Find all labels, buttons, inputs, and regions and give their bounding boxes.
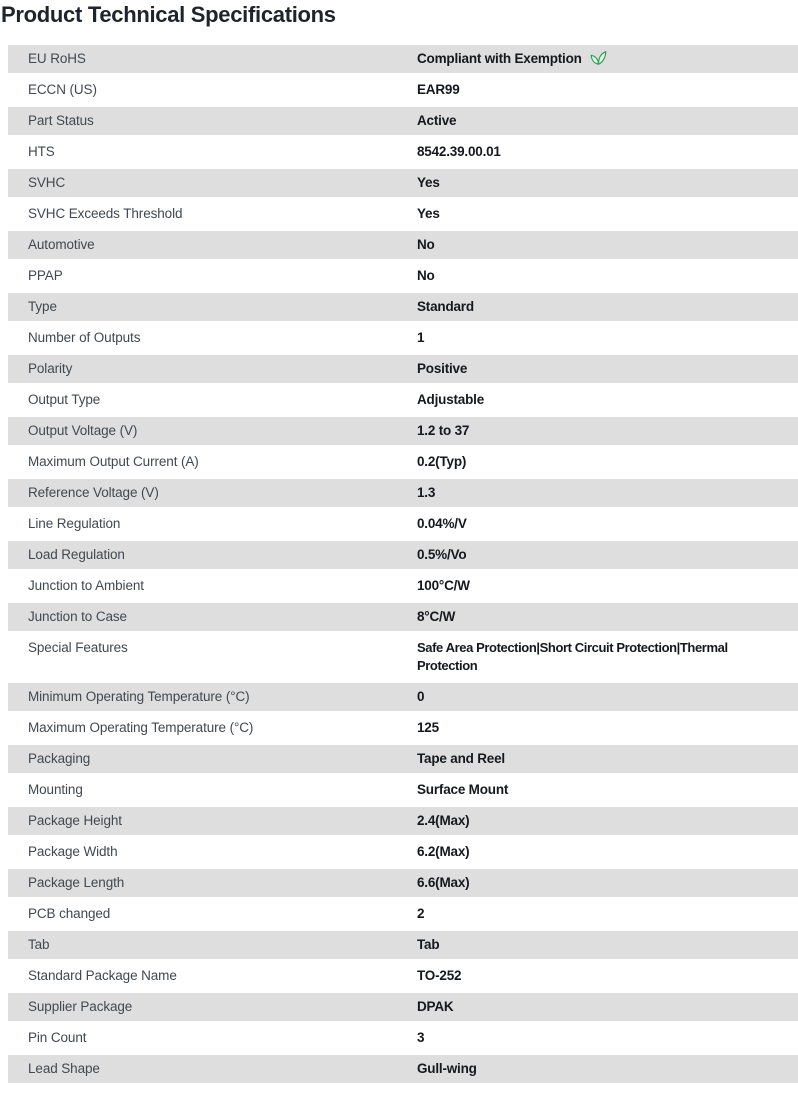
- spec-label: Packaging: [28, 751, 91, 766]
- spec-value-text: Compliant with Exemption: [417, 51, 582, 66]
- spec-label: Package Height: [28, 813, 122, 828]
- table-row: [8, 962, 798, 990]
- spec-value-text: 8542.39.00.01: [417, 144, 501, 159]
- spec-label: Reference Voltage (V): [28, 485, 159, 500]
- spec-value: [417, 936, 790, 954]
- spec-value: [417, 781, 790, 799]
- table-row: [8, 993, 798, 1021]
- spec-value-text: 125: [417, 720, 439, 735]
- spec-label: Maximum Operating Temperature (°C): [28, 720, 254, 735]
- spec-value-text: 2: [417, 906, 425, 921]
- spec-value-text: Gull-wing: [417, 1061, 477, 1076]
- spec-label: SVHC Exceeds Threshold: [28, 206, 183, 221]
- table-row: [8, 138, 798, 166]
- spec-label: Minimum Operating Temperature (°C): [28, 689, 250, 704]
- spec-value-text: 2.4(Max): [417, 813, 470, 828]
- table-row: [8, 541, 798, 569]
- spec-value-text: 100°C/W: [417, 578, 470, 593]
- table-row: [8, 386, 798, 414]
- table-row: [8, 776, 798, 804]
- table-row: [8, 900, 798, 928]
- spec-label: Junction to Ambient: [28, 578, 144, 593]
- spec-value-text: 1.2 to 37: [417, 423, 470, 438]
- spec-label: Package Length: [28, 875, 125, 890]
- spec-value-text: 8°C/W: [417, 609, 456, 624]
- table-row: [8, 869, 798, 897]
- table-row: [8, 634, 798, 680]
- table-row: [8, 417, 798, 445]
- spec-label: Number of Outputs: [28, 330, 141, 345]
- spec-value-text: Tab: [417, 937, 440, 952]
- table-row: [8, 448, 798, 476]
- table-row: [8, 355, 798, 383]
- spec-value-text: Adjustable: [417, 392, 485, 407]
- spec-label: Maximum Output Current (A): [28, 454, 199, 469]
- spec-value: [417, 967, 790, 985]
- spec-label: Polarity: [28, 361, 73, 376]
- spec-value: [417, 998, 790, 1016]
- spec-label: Special Features: [28, 640, 128, 655]
- spec-value-text: 0.5%/Vo: [417, 547, 467, 562]
- spec-value-text: Safe Area Protection|Short Circuit Protection|Thermal Protection: [417, 640, 728, 673]
- spec-label: Lead Shape: [28, 1061, 100, 1076]
- spec-value-text: No: [417, 268, 435, 283]
- table-row: [8, 45, 798, 73]
- table-row: [8, 231, 798, 259]
- spec-value: [417, 391, 790, 409]
- spec-value-text: Positive: [417, 361, 468, 376]
- spec-label: Line Regulation: [28, 516, 121, 531]
- spec-value-text: 0.2(Typ): [417, 454, 467, 469]
- spec-label: Tab: [28, 937, 50, 952]
- spec-value: [417, 639, 790, 675]
- spec-label: Mounting: [28, 782, 83, 797]
- spec-value: [417, 174, 790, 192]
- table-row: [8, 479, 798, 507]
- spec-value: [417, 50, 790, 68]
- spec-value: [417, 688, 790, 706]
- spec-value: [417, 112, 790, 130]
- table-row: [8, 572, 798, 600]
- spec-value-text: Active: [417, 113, 457, 128]
- spec-value: [417, 205, 790, 223]
- spec-value-text: EAR99: [417, 82, 460, 97]
- spec-label: PCB changed: [28, 906, 111, 921]
- spec-value: [417, 143, 790, 161]
- table-row: [8, 76, 798, 104]
- spec-label: Output Type: [28, 392, 101, 407]
- spec-label: Junction to Case: [28, 609, 127, 624]
- table-row: [8, 931, 798, 959]
- spec-label: Part Status: [28, 113, 94, 128]
- table-row: [8, 1024, 798, 1052]
- spec-value: [417, 298, 790, 316]
- spec-value: [417, 236, 790, 254]
- spec-value-text: 0: [417, 689, 425, 704]
- table-row: [8, 200, 798, 228]
- spec-label: HTS: [28, 144, 55, 159]
- spec-value: [417, 360, 790, 378]
- spec-label: PPAP: [28, 268, 63, 283]
- spec-value: [417, 608, 790, 626]
- table-row: [8, 683, 798, 711]
- spec-value-text: 6.6(Max): [417, 875, 470, 890]
- table-row: [8, 745, 798, 773]
- table-row: [8, 838, 798, 866]
- spec-value-text: Yes: [417, 175, 440, 190]
- spec-value-text: 0.04%/V: [417, 516, 467, 531]
- table-row: [8, 262, 798, 290]
- spec-value: [417, 719, 790, 737]
- spec-label: ECCN (US): [28, 82, 97, 97]
- spec-value: [417, 905, 790, 923]
- spec-value: [417, 1029, 790, 1047]
- spec-value-text: DPAK: [417, 999, 454, 1014]
- spec-value-text: Yes: [417, 206, 440, 221]
- spec-value: [417, 267, 790, 285]
- table-row: [8, 714, 798, 742]
- spec-value-text: TO-252: [417, 968, 462, 983]
- spec-value-text: Tape and Reel: [417, 751, 505, 766]
- spec-label: Output Voltage (V): [28, 423, 138, 438]
- table-row: [8, 603, 798, 631]
- table-row: [8, 1055, 798, 1083]
- spec-value: [417, 874, 790, 892]
- spec-label: Automotive: [28, 237, 95, 252]
- spec-label: SVHC: [28, 175, 66, 190]
- spec-value: [417, 750, 790, 768]
- spec-label: Standard Package Name: [28, 968, 177, 983]
- eco-leaf-icon: [590, 50, 607, 65]
- spec-value: [417, 515, 790, 533]
- spec-value: [417, 484, 790, 502]
- table-row: [8, 510, 798, 538]
- spec-value: [417, 453, 790, 471]
- spec-value: [417, 422, 790, 440]
- spec-label: Type: [28, 299, 57, 314]
- spec-label: Supplier Package: [28, 999, 133, 1014]
- spec-value-text: 1.3: [417, 485, 436, 500]
- spec-value-text: 3: [417, 1030, 425, 1045]
- table-row: [8, 807, 798, 835]
- spec-value-text: No: [417, 237, 435, 252]
- spec-label: Package Width: [28, 844, 118, 859]
- spec-value-text: 6.2(Max): [417, 844, 470, 859]
- spec-label: Load Regulation: [28, 547, 125, 562]
- table-row: [8, 169, 798, 197]
- spec-value-text: 1: [417, 330, 425, 345]
- spec-value: [417, 81, 790, 99]
- spec-label: Pin Count: [28, 1030, 87, 1045]
- table-row: [8, 107, 798, 135]
- spec-value-text: Surface Mount: [417, 782, 509, 797]
- table-row: [8, 324, 798, 352]
- spec-value: [417, 546, 790, 564]
- spec-table: [8, 45, 798, 1083]
- spec-label: EU RoHS: [28, 51, 86, 66]
- spec-value: [417, 1060, 790, 1078]
- spec-value: [417, 843, 790, 861]
- table-row: [8, 293, 798, 321]
- spec-value: [417, 577, 790, 595]
- spec-value: [417, 812, 790, 830]
- spec-value-text: Standard: [417, 299, 474, 314]
- spec-value: [417, 329, 790, 347]
- page-title: Product Technical Specifications: [1, 2, 336, 27]
